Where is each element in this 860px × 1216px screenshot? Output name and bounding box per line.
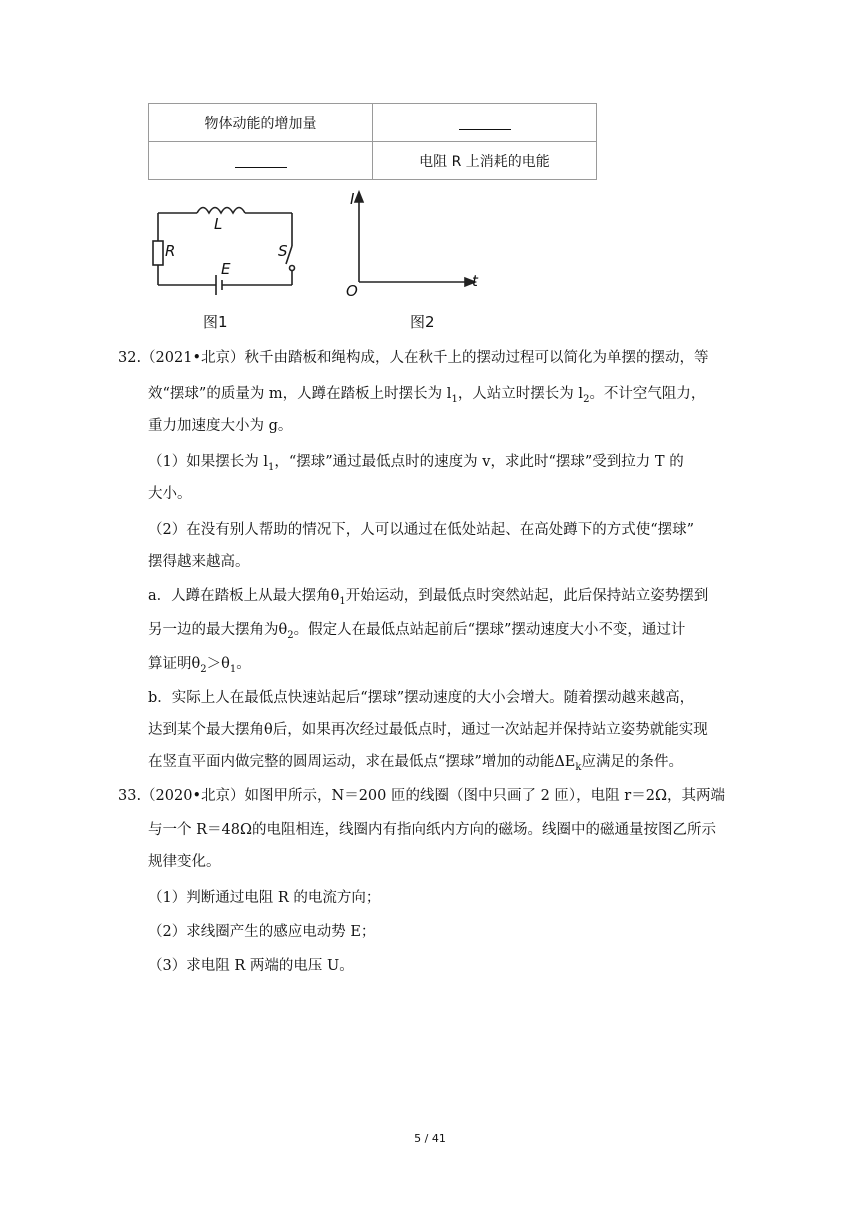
q32-b-line-3: 在竖直平面内做完整的圆周运动，求在最低点“摆球”增加的动能$\Delta E_k$应满足的条件。 xyxy=(148,754,683,773)
q32-b-line-2: 达到某个最大摆角θ后，如果再次经过最低点时，通过一次站起并保持站立姿势就能实现 xyxy=(148,722,708,738)
table-row xyxy=(149,142,597,180)
q32-line-2: 效“摆球”的质量为 m，人蹲在踏板上时摆长为 $l_1$，人站立时摆长为 $l_2$。不计空气阻力， xyxy=(148,386,706,405)
resistor xyxy=(153,241,163,265)
current-time-axes xyxy=(345,188,485,293)
q32-a-line-3: 算证明$\theta_2>\theta_1$。 xyxy=(148,656,251,675)
axis-label-I: I xyxy=(350,190,355,208)
q32-a-line-1: a．人蹲在踏板上从最大摆角$\theta_1$开始运动，到最低点时突然站起，此后保持站立姿势摆到 xyxy=(148,588,709,607)
battery-label: E xyxy=(221,260,231,278)
q33-line-3: 规律变化。 xyxy=(148,854,221,870)
q33-part-3: （3）求电阻 R 两端的电压 U。 xyxy=(148,958,354,974)
resistor-label: R xyxy=(165,242,176,260)
table-cell-blank[interactable] xyxy=(149,142,373,180)
answer-blank[interactable] xyxy=(459,115,511,130)
q32-b-line-1: b．实际上人在最低点快速站起后“摆球”摆动速度的大小会增大。随着摆动越来越高， xyxy=(148,690,695,706)
figure2-caption: 图2 xyxy=(410,313,435,331)
axis-label-t: t xyxy=(472,272,478,290)
q32-part1-line-2: 大小。 xyxy=(148,486,192,502)
q32-part1-line-1: （1）如果摆长为 $l_1$，“摆球”通过最低点时的速度为 v，求此时“摆球”受到拉力 T 的 xyxy=(148,454,684,473)
figure1-caption: 图1 xyxy=(203,313,228,331)
q32-part2-line-1: （2）在没有别人帮助的情况下，人可以通过在低处站起、在高处蹲下的方式使“摆球” xyxy=(148,522,695,538)
table-cell-blank[interactable] xyxy=(373,104,597,142)
q32-line-1: 32.（2021•北京）秋千由踏板和绳构成，人在秋千上的摆动过程可以简化为单摆的摆动，等 xyxy=(118,350,709,366)
answer-blank[interactable] xyxy=(235,153,287,168)
answer-table xyxy=(148,103,597,180)
table-row xyxy=(149,104,597,142)
inductor-label: L xyxy=(214,215,223,233)
table-cell-kinetic-energy: 物体动能的增加量 xyxy=(149,104,373,142)
switch-label: S xyxy=(278,242,288,260)
q32-part2-line-2: 摆得越来越高。 xyxy=(148,554,250,570)
q33-part-2: （2）求线圈产生的感应电动势 E； xyxy=(148,924,376,940)
q33-part-1: （1）判断通过电阻 R 的电流方向； xyxy=(148,890,381,906)
q33-line-1: 33.（2020•北京）如图甲所示，N＝200 匝的线圈（图中只画了 2 匝），电阻 r＝2Ω，其两端 xyxy=(118,788,725,804)
q32-line-3: 重力加速度大小为 g。 xyxy=(148,418,293,434)
table-cell-electric-energy: 电阻 R 上消耗的电能 xyxy=(373,142,597,180)
inductor-coil xyxy=(197,208,245,214)
axis-label-O: O xyxy=(346,282,358,300)
q32-a-line-2: 另一边的最大摆角为$\theta_2$。假定人在最低点站起前后“摆球”摆动速度大小不变，通过计 xyxy=(148,622,686,641)
q33-line-2: 与一个 R＝48Ω的电阻相连，线圈内有指向纸内方向的磁场。线圈中的磁通量按图乙所示 xyxy=(148,822,716,838)
page-number: 5 / 41 xyxy=(414,1132,446,1145)
